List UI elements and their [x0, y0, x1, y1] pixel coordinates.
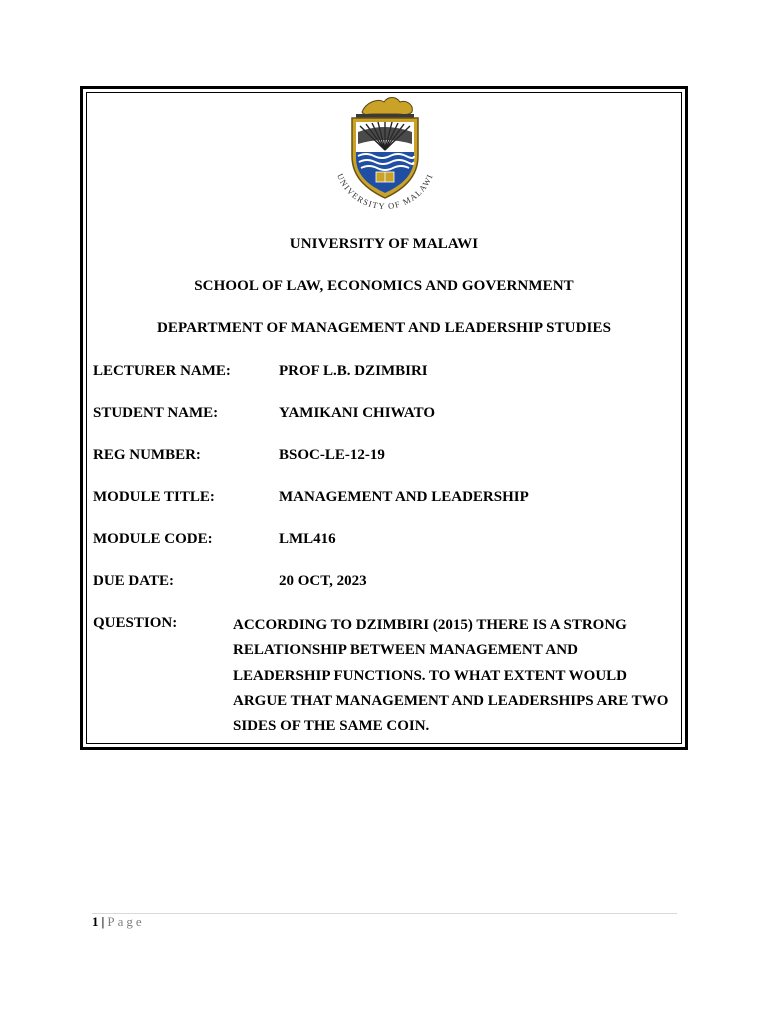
footer-separator: | [101, 914, 105, 929]
page-number: 1 [92, 914, 99, 929]
module-title-label: MODULE TITLE: [93, 489, 215, 505]
module-code-label: MODULE CODE: [93, 531, 213, 547]
question-label: QUESTION: [93, 615, 178, 631]
reg-number-label: REG NUMBER: [93, 447, 201, 463]
page-label: Page [107, 914, 145, 929]
shield-icon [352, 118, 418, 198]
page-footer [92, 914, 145, 930]
department-name: DEPARTMENT OF MANAGEMENT AND LEADERSHIP STUDIES [156, 320, 612, 336]
footer-divider [92, 913, 677, 914]
student-value: YAMIKANI CHIWATO [279, 405, 435, 421]
question-text: ACCORDING TO DZIMBIRI (2015) THERE IS A STRONG RELATIONSHIP BETWEEN MANAGEMENT AND LEADERSHIP FUNCTIONS. TO WHAT EXTENT WOULD ARGUE THAT MANAGEMENT AND LEADERSHIPS ARE TWO SIDES OF THE SAME COIN. [233, 617, 669, 735]
module-title-value: MANAGEMENT AND LEADERSHIP [279, 489, 529, 505]
lion-crest-icon [356, 98, 414, 119]
student-label: STUDENT NAME: [93, 405, 219, 421]
module-code-value: LML416 [279, 531, 336, 547]
school-name: SCHOOL OF LAW, ECONOMICS AND GOVERNMENT [194, 278, 574, 294]
due-date-value: 20 OCT, 2023 [279, 573, 367, 589]
svg-text:UNIVERSITY OF MALAWI: UNIVERSITY OF MALAWI [334, 171, 435, 212]
due-date-label: DUE DATE: [93, 573, 174, 589]
reg-number-value: BSOC-LE-12-19 [279, 447, 385, 463]
lecturer-label: LECTURER NAME: [93, 363, 231, 379]
book-icon [376, 172, 394, 182]
university-name: UNIVERSITY OF MALAWI [289, 236, 479, 252]
university-logo [322, 92, 448, 218]
lecturer-value: PROF L.B. DZIMBIRI [279, 363, 428, 379]
